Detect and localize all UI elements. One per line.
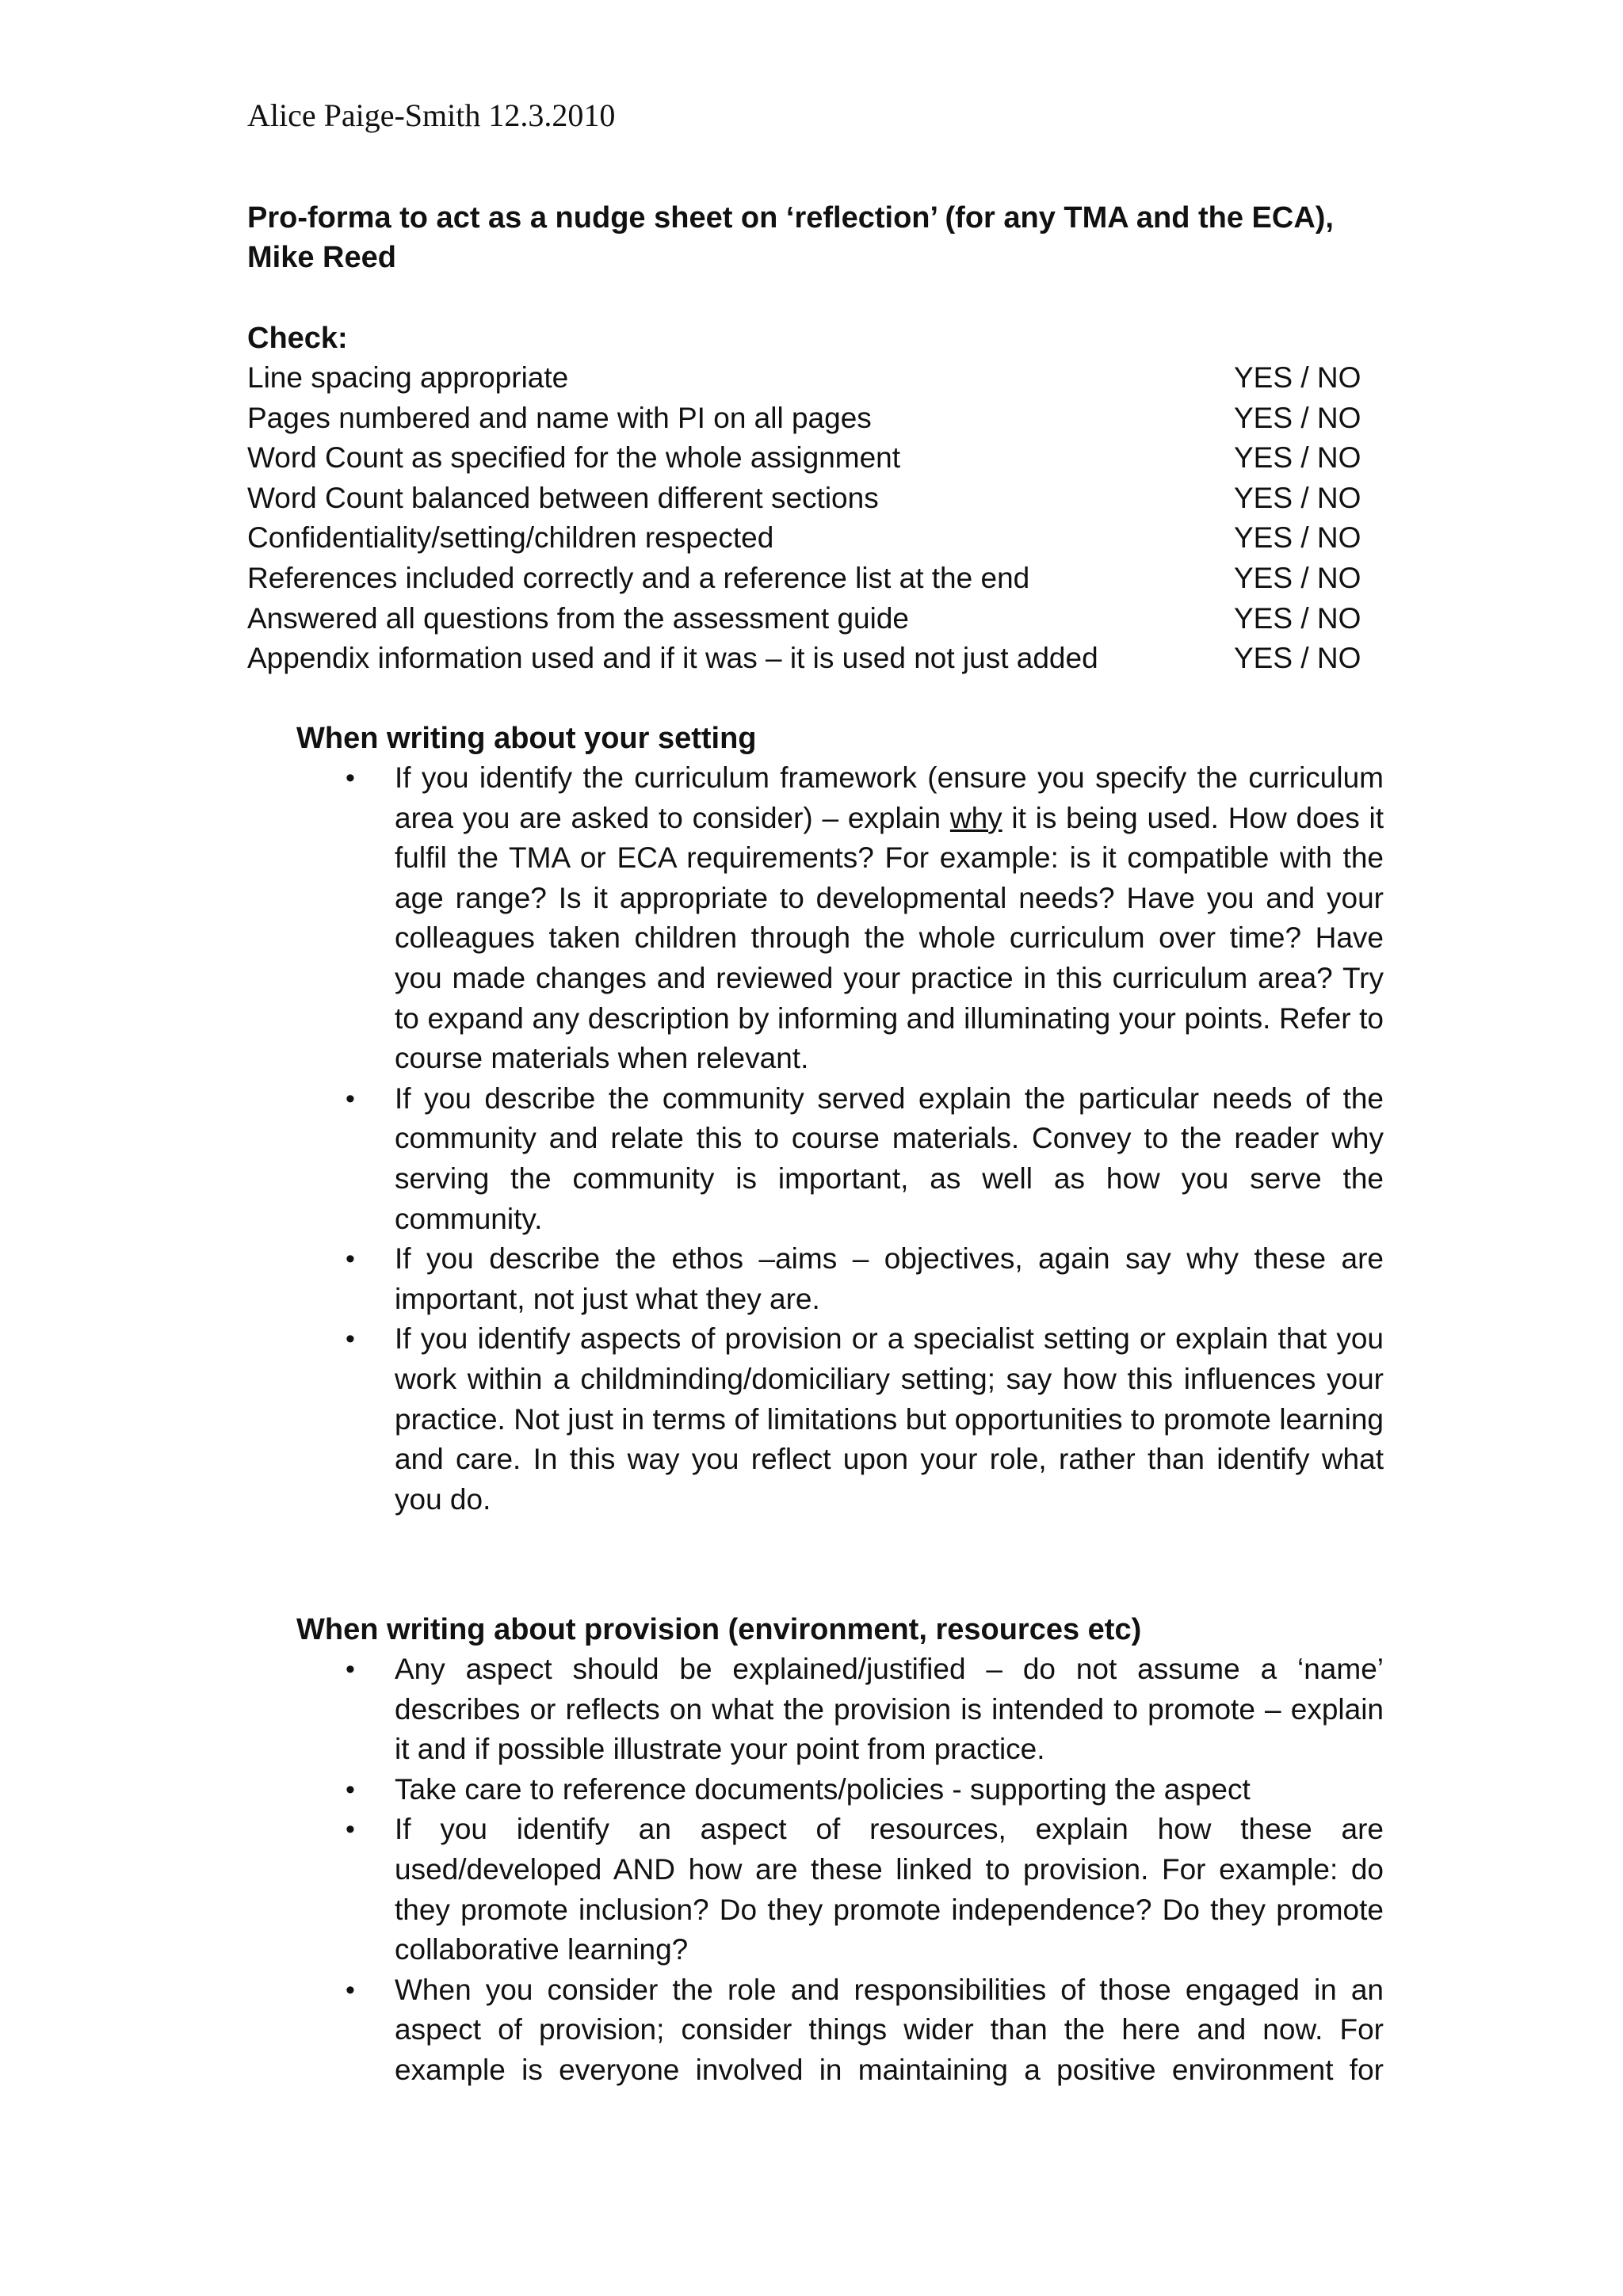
checklist: [247, 358, 1388, 679]
checklist-row: [247, 399, 1388, 439]
bullet-icon: •: [346, 1974, 355, 2005]
list-item: [346, 1319, 1384, 1520]
yes-no-option: YES / NO: [1234, 481, 1361, 514]
emphasis-why: why: [949, 801, 1002, 834]
yes-no-option: YES / NO: [1234, 561, 1361, 594]
bullet-text: If you describe the ethos –aims – objectives, again say why these are important, not just what they are.: [395, 1242, 1384, 1315]
checklist-item-text: Line spacing appropriate: [247, 361, 569, 394]
checklist-row: [247, 358, 1388, 399]
list-item: [346, 1970, 1384, 2091]
bullet-text: If you describe the community served explain the particular needs of the community and relate this to course materials. Convey to the reader why serving the community is important, as well as how you serve the community.: [395, 1081, 1384, 1235]
bullet-text: If you identify the curriculum framework (ensure you specify the curriculum area you are asked to consider) – explain why it is being used. How does it fulfil the TMA or ECA requirements? For example: is it compatible with the age range? Is it appropriate to developmental needs? Have you and your colleagues taken children through the whole curriculum over time? Have you made changes and reviewed your practice in this curriculum area? Try to expand any description by informing and illuminating your points. Refer to course materials when relevant.: [395, 761, 1384, 1075]
list-item: [346, 1239, 1384, 1319]
title-line-1: Pro-forma to act as a nudge sheet on ‘reflection’ (for any TMA and the ECA),: [247, 201, 1334, 235]
bullet-icon: •: [346, 763, 355, 793]
author-date-header: Alice Paige-Smith 12.3.2010: [247, 97, 616, 133]
checklist-row: [247, 639, 1388, 679]
checklist-row: [247, 438, 1388, 479]
title-line-2: Mike Reed: [247, 241, 396, 274]
checklist-item-text: Word Count as specified for the whole assignment: [247, 441, 901, 475]
provision-bullet-list: [346, 1650, 1384, 2091]
bullet-icon: •: [346, 1774, 355, 1805]
checklist-item-text: References included correctly and a reference list at the end: [247, 561, 1030, 594]
yes-no-option: YES / NO: [1234, 401, 1361, 434]
bullet-text: Any aspect should be explained/justified – do not assume a ‘name’ describes or reflects on what the provision is intended to promote – explain it and if possible illustrate your point from practice.: [395, 1653, 1384, 1766]
checklist-item-text: Confidentiality/setting/children respected: [247, 521, 774, 555]
bullet-icon: •: [346, 1244, 355, 1275]
list-item: [346, 1810, 1384, 1970]
yes-no-option: YES / NO: [1234, 441, 1361, 475]
list-item: [346, 1650, 1384, 1770]
checklist-row: [247, 518, 1388, 559]
checklist-row: [247, 479, 1388, 519]
bullet-icon: •: [346, 1324, 355, 1355]
bullet-icon: •: [346, 1083, 355, 1114]
bullet-text: Take care to reference documents/policies - supporting the aspect: [395, 1772, 1251, 1806]
checklist-row: [247, 599, 1388, 639]
yes-no-option: YES / NO: [1234, 642, 1361, 675]
yes-no-option: YES / NO: [1234, 361, 1361, 394]
yes-no-option: YES / NO: [1234, 601, 1361, 635]
list-item: [346, 1079, 1384, 1239]
bullet-text: If you identify aspects of provision or a specialist setting or explain that you work within a childminding/domiciliary setting; say how this influences your practice. Not just in terms of limitations but opportunities to promote learning and care. In this way you reflect upon your role, rather than identify what you do.: [395, 1322, 1384, 1516]
checklist-row: [247, 559, 1388, 599]
document-title: [247, 198, 1436, 277]
bullet-icon: •: [346, 1654, 355, 1684]
provision-section-heading: When writing about provision (environment, resources etc): [296, 1613, 1142, 1646]
list-item: [346, 758, 1384, 1079]
bullet-text: If you identify an aspect of resources, explain how these are used/developed AND how are these linked to provision. For example: do they promote inclusion? Do they promote independence? Do they promote collaborative learning?: [395, 1813, 1384, 1966]
bullet-icon: •: [346, 1814, 355, 1845]
list-item: [346, 1770, 1384, 1810]
setting-section-heading: When writing about your setting: [296, 722, 757, 755]
setting-bullet-list: [346, 758, 1384, 1520]
checklist-item-text: Appendix information used and if it was – it is used not just added: [247, 642, 1098, 675]
checklist-item-text: Answered all questions from the assessment guide: [247, 601, 909, 635]
bullet-text: When you consider the role and responsibilities of those engaged in an aspect of provision; consider things wider than the here and now. For example is everyone involved in maintaining a positive environment for: [395, 1973, 1384, 2086]
yes-no-option: YES / NO: [1234, 521, 1361, 555]
checklist-item-text: Pages numbered and name with PI on all pages: [247, 401, 872, 434]
checklist-item-text: Word Count balanced between different sections: [247, 481, 879, 514]
check-label: Check:: [247, 322, 348, 355]
